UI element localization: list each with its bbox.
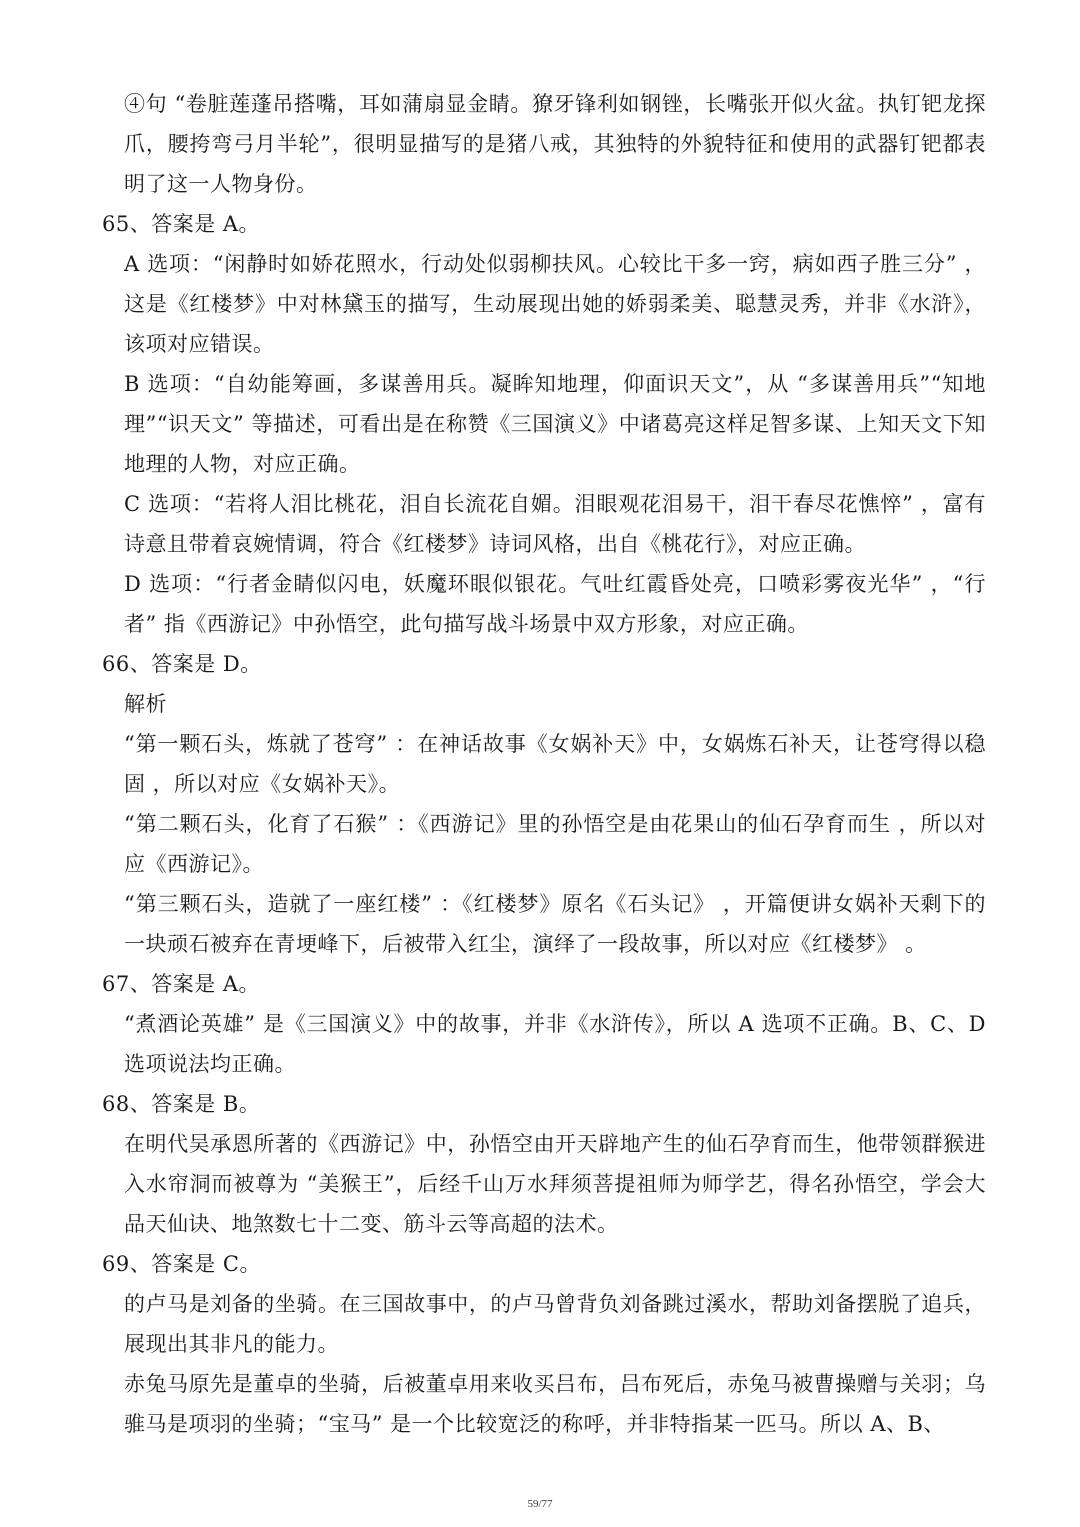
paragraph-other-horses: 赤兔马原先是董卓的坐骑，后被董卓用来收买吕布，吕布死后，赤兔马被曹操赠与关羽；乌骓马是项羽的坐骑；“宝马” 是一个比较宽泛的称呼，并非特指某一匹马。所以 A、B、 bbox=[124, 1372, 986, 1436]
paragraph-67-explanation: “煮酒论英雄” 是《三国演义》中的故事，并非《水浒传》，所以 A 选项不正确。B、C、D 选项说法均正确。 bbox=[124, 1012, 986, 1076]
paragraph-first-stone: “第一颗石头，炼就了苍穹” ：在神话故事《女娲补天》中，女娲炼石补天，让苍穹得以稳固 ，所以对应《女娲补天》。 bbox=[124, 732, 986, 796]
paragraph-option-a: A 选项：“闲静时如娇花照水，行动处似弱柳扶风。心较比干多一窍，病如西子胜三分” ，这是《红楼梦》中对林黛玉的描写，生动展现出她的娇弱柔美、聪慧灵秀，并非《水浒》，该项对应错误。 bbox=[124, 252, 986, 356]
page-content bbox=[102, 84, 986, 1444]
page-number: 59/77 bbox=[527, 1498, 553, 1510]
answer-heading-67: 67、答案是 A。 bbox=[102, 972, 261, 996]
analysis-label: 解析 bbox=[124, 692, 167, 716]
paragraph-item4-analysis: ④句 “卷脏莲蓬吊搭嘴，耳如蒲扇显金睛。獠牙锋利如钢锉，长嘴张开似火盆。执钉钯龙探爪，腰挎弯弓月半轮”，很明显描写的是猪八戒，其独特的外貌特征和使用的武器钉钯都表明了这一人物身份。 bbox=[124, 92, 986, 196]
answer-heading-68: 68、答案是 B。 bbox=[102, 1092, 261, 1116]
answer-heading-66: 66、答案是 D。 bbox=[102, 652, 262, 676]
paragraph-option-d: D 选项：“行者金睛似闪电，妖魔环眼似银花。气吐红霞昏处亮，口喷彩雾夜光华” ，“行者” 指《西游记》中孙悟空，此句描写战斗场景中双方形象，对应正确。 bbox=[124, 572, 986, 636]
paragraph-second-stone: “第二颗石头，化育了石猴” ：《西游记》里的孙悟空是由花果山的仙石孕育而生 ，所以对应《西游记》。 bbox=[124, 812, 986, 876]
answer-heading-65: 65、答案是 A。 bbox=[102, 212, 261, 236]
paragraph-option-b: B 选项：“自幼能筹画，多谋善用兵。凝眸知地理，仰面识天文”，从 “多谋善用兵”“知地理”“识天文” 等描述，可看出是在称赞《三国演义》中诸葛亮这样足智多谋、上知天文下知地理的人物，对应正确。 bbox=[124, 372, 986, 476]
paragraph-option-c: C 选项：“若将人泪比桃花，泪自长流花自媚。泪眼观花泪易干，泪干春尽花憔悴” ，富有诗意且带着哀婉情调，符合《红楼梦》诗词风格，出自《桃花行》，对应正确。 bbox=[124, 492, 986, 556]
paragraph-third-stone: “第三颗石头，造就了一座红楼” ：《红楼梦》原名《石头记》 ，开篇便讲女娲补天剩下的一块顽石被弃在青埂峰下，后被带入红尘，演绎了一段故事，所以对应《红楼梦》 。 bbox=[124, 892, 986, 956]
paragraph-dilu-horse: 的卢马是刘备的坐骑。在三国故事中，的卢马曾背负刘备跳过溪水，帮助刘备摆脱了追兵，展现出其非凡的能力。 bbox=[124, 1292, 986, 1356]
paragraph-68-explanation: 在明代吴承恩所著的《西游记》中，孙悟空由开天辟地产生的仙石孕育而生，他带领群猴进入水帘洞而被尊为 “美猴王”，后经千山万水拜须菩提祖师为师学艺，得名孙悟空，学会大品天仙诀、地煞数七十二变、筋斗云等高超的法术。 bbox=[124, 1132, 986, 1236]
answer-heading-69: 69、答案是 C。 bbox=[102, 1252, 261, 1276]
